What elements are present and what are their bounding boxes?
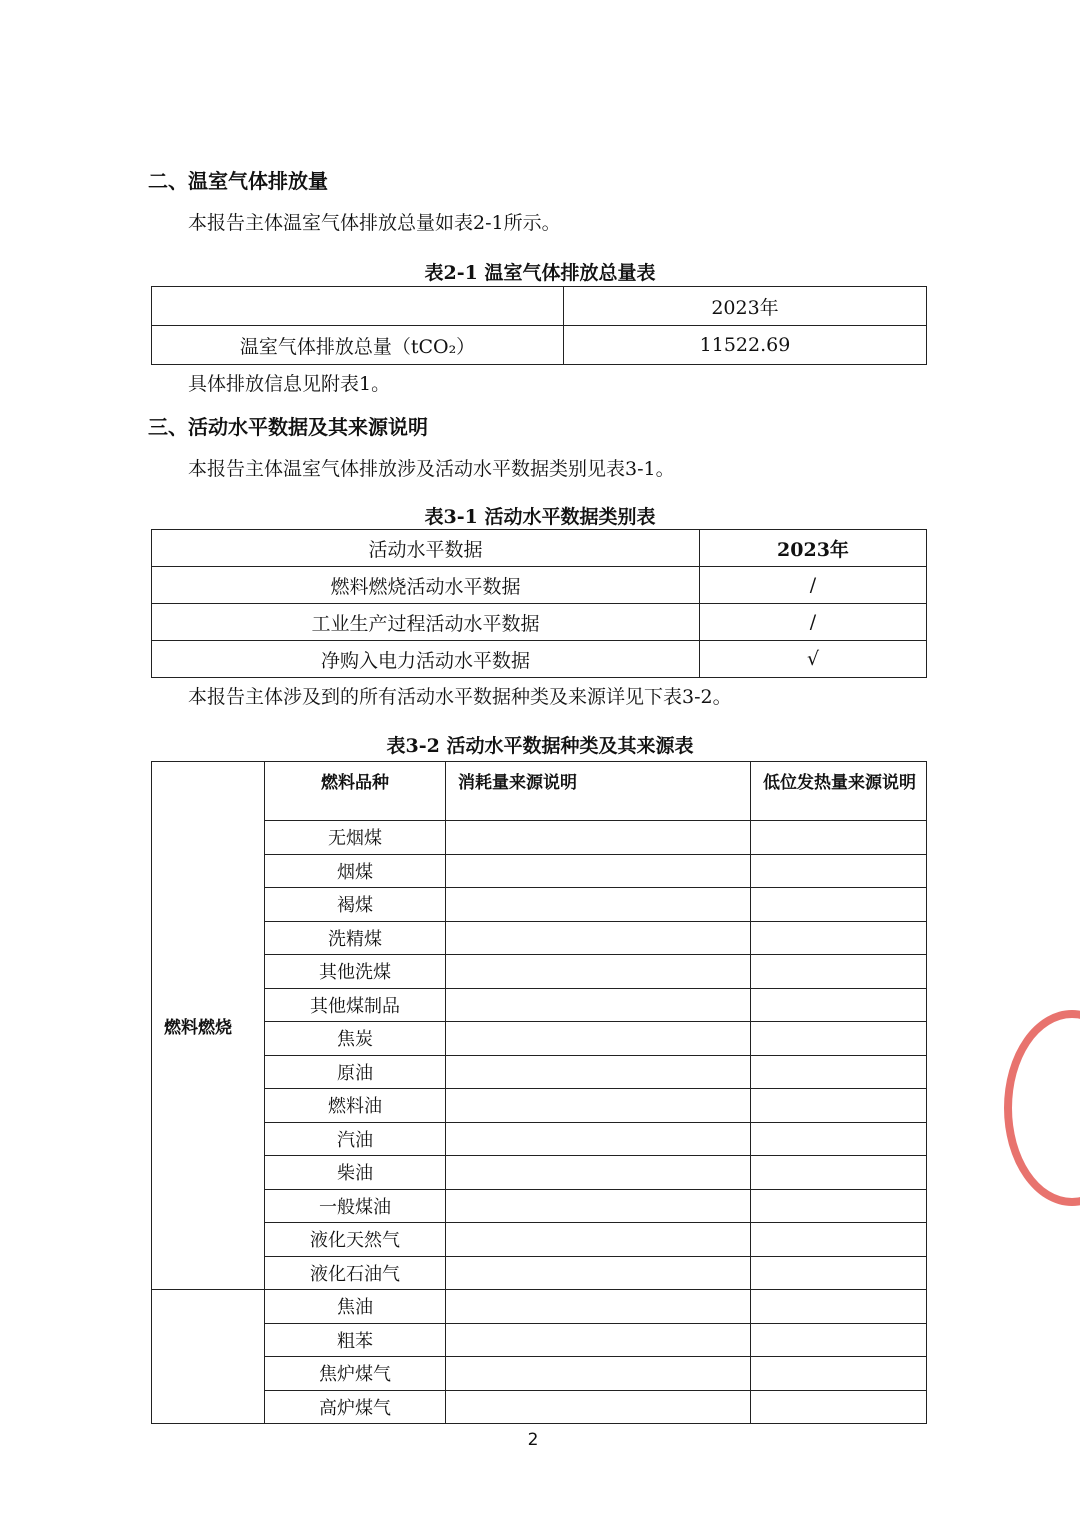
table32-category-2 <box>152 1290 265 1424</box>
table-row <box>152 1290 927 1324</box>
table-row <box>152 888 927 922</box>
fuel-name: 其他煤制品 <box>265 988 446 1022</box>
table-row <box>152 1022 927 1056</box>
fuel-name: 粗苯 <box>265 1323 446 1357</box>
fuel-name: 无烟煤 <box>265 821 446 855</box>
table32-caption: 表3-2 活动水平数据种类及其来源表 <box>386 735 694 757</box>
table-row <box>152 1089 927 1123</box>
section2-heading: 二、温室气体排放量 <box>148 169 328 193</box>
fuel-name: 原油 <box>265 1055 446 1089</box>
fuel-name: 液化石油气 <box>265 1256 446 1290</box>
fuel-name: 烟煤 <box>265 854 446 888</box>
table-row <box>152 1156 927 1190</box>
table31-row-value: / <box>700 604 927 641</box>
fuel-name: 汽油 <box>265 1122 446 1156</box>
section3-intro: 本报告主体温室气体排放涉及活动水平数据类别见表3-1。 <box>188 458 675 480</box>
table32-header-heat: 低位发热量来源说明 <box>751 762 927 821</box>
fuel-name: 柴油 <box>265 1156 446 1190</box>
page-number: 2 <box>527 1430 539 1450</box>
table21-row-label: 温室气体排放总量（tCO₂） <box>152 326 564 365</box>
table-row <box>152 1256 927 1290</box>
fuel-name: 一般煤油 <box>265 1189 446 1223</box>
table-row <box>152 604 927 641</box>
table32 <box>151 761 927 1424</box>
fuel-name: 其他洗煤 <box>265 955 446 989</box>
table-row <box>152 1390 927 1424</box>
table31-row-value: / <box>700 567 927 604</box>
official-seal-stamp <box>1004 1010 1080 1206</box>
section3-heading: 三、活动水平数据及其来源说明 <box>148 415 428 439</box>
table-row <box>152 955 927 989</box>
section2-intro: 本报告主体温室气体排放总量如表2-1所示。 <box>188 212 561 234</box>
note21: 具体排放信息见附表1。 <box>188 373 391 395</box>
table-row <box>152 821 927 855</box>
table21-row-value: 11522.69 <box>564 326 927 365</box>
table-row <box>152 1189 927 1223</box>
fuel-name: 焦炉煤气 <box>265 1357 446 1391</box>
fuel-name: 焦炭 <box>265 1022 446 1056</box>
table31-header-data: 活动水平数据 <box>152 530 700 567</box>
table21-caption: 表2-1 温室气体排放总量表 <box>424 262 656 284</box>
table-row <box>152 1223 927 1257</box>
table-row <box>152 567 927 604</box>
table-row <box>152 1055 927 1089</box>
note31: 本报告主体涉及到的所有活动水平数据种类及来源详见下表3-2。 <box>188 686 732 708</box>
table-row <box>152 641 927 678</box>
table-row <box>152 921 927 955</box>
table21 <box>151 286 927 365</box>
table32-category-fuel-combustion: 燃料燃烧 <box>152 762 265 1290</box>
table31-header-year: 2023年 <box>700 530 927 567</box>
fuel-name: 高炉煤气 <box>265 1390 446 1424</box>
table32-header-consumption: 消耗量来源说明 <box>446 762 751 821</box>
table31-row-value: √ <box>700 641 927 678</box>
table-row <box>152 854 927 888</box>
fuel-name: 洗精煤 <box>265 921 446 955</box>
table32-header-fuel: 燃料品种 <box>265 762 446 821</box>
table31-caption: 表3-1 活动水平数据类别表 <box>424 506 656 528</box>
table31-row-name: 燃料燃烧活动水平数据 <box>152 567 700 604</box>
fuel-name: 焦油 <box>265 1290 446 1324</box>
table31 <box>151 529 927 678</box>
fuel-name: 燃料油 <box>265 1089 446 1123</box>
table-row <box>152 988 927 1022</box>
table-row <box>152 1357 927 1391</box>
table-row <box>152 1122 927 1156</box>
table21-header-blank <box>152 287 564 326</box>
table31-row-name: 净购入电力活动水平数据 <box>152 641 700 678</box>
fuel-name: 褐煤 <box>265 888 446 922</box>
fuel-name: 液化天然气 <box>265 1223 446 1257</box>
table21-header-year: 2023年 <box>564 287 927 326</box>
table-row <box>152 1323 927 1357</box>
table31-row-name: 工业生产过程活动水平数据 <box>152 604 700 641</box>
